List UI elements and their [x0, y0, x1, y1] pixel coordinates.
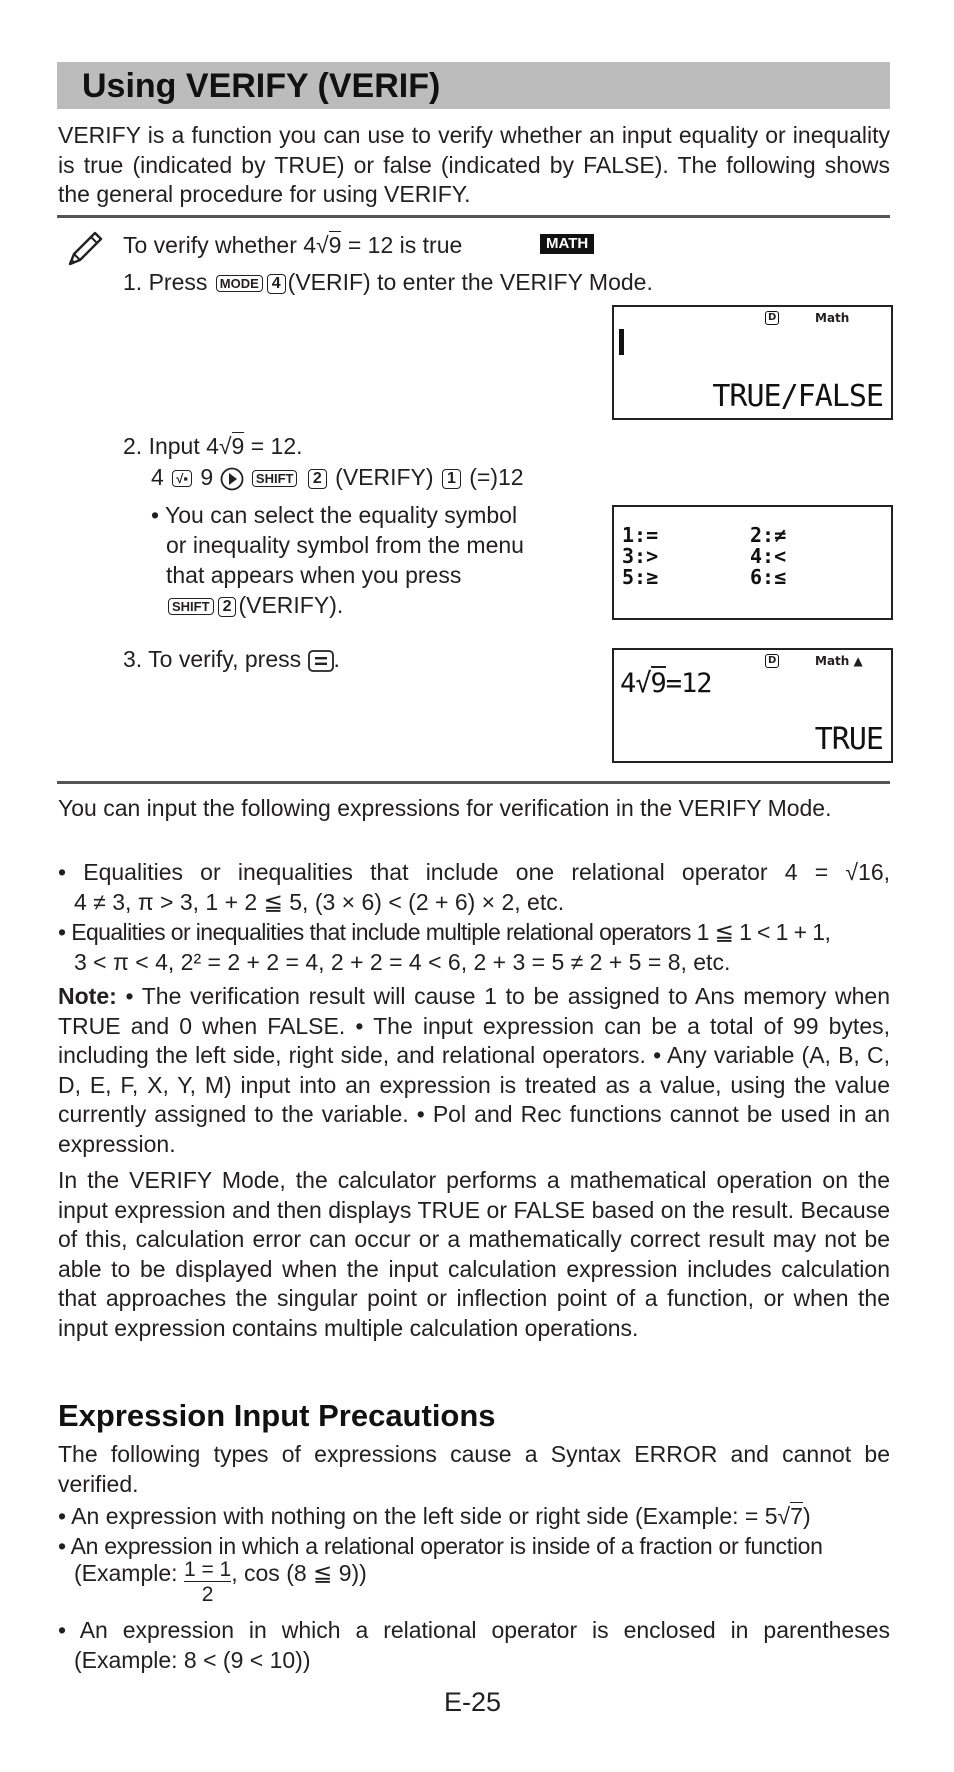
menu-item-greater-equal: 5:≥ [622, 565, 659, 589]
menu-item-less-equal: 6:≤ [750, 565, 787, 589]
precaution3-line2: (Example: 8 < (9 < 10)) [74, 1646, 311, 1673]
note-label: Note: [58, 983, 117, 1009]
step1-text-post: (VERIF) to enter the VERIFY Mode. [287, 269, 653, 295]
shift-key: SHIFT [168, 598, 214, 615]
math-scroll-indicator: Math ▲ [815, 654, 863, 668]
precaution-bullet-2-example [74, 1559, 367, 1608]
menu-row-2 [622, 546, 786, 567]
pencil-icon [64, 228, 106, 270]
example-heading [123, 231, 462, 260]
menu-item-greater: 3:> [622, 544, 659, 568]
step-2 [123, 432, 303, 461]
bullet-multiple-operators [58, 918, 890, 977]
seq-verify: (VERIFY) [335, 464, 434, 490]
example-heading-pre: To verify whether 4 [123, 232, 317, 258]
fraction-numerator: 1 = 1 [183, 1558, 232, 1581]
fraction [184, 1559, 231, 1608]
step2-note-line1: • You can select the equality symbol [151, 502, 518, 528]
verify-input-intro: You can input the following expressions for verification in the VERIFY Mode. [58, 795, 832, 821]
screen3-result: TRUE [814, 722, 883, 757]
sqrt-key: √▪ [172, 470, 192, 487]
page-number: E-25 [444, 1687, 502, 1717]
precaution1-radicand: 7 [790, 1503, 803, 1529]
key-2: 2 [218, 597, 237, 617]
bullet1-line1: • Equalities or inequalities that include one relational operator 4 = √16, [58, 859, 890, 885]
key-2: 2 [308, 469, 327, 489]
example-heading-radicand: 9 [328, 232, 342, 258]
step3-text-post: . [333, 646, 340, 672]
math-mode-badge [540, 234, 594, 254]
sqrt-sign: √ [777, 1503, 791, 1529]
bullet1-line2: 4 ≠ 3, π > 3, 1 + 2 ≦ 5, (3 × 6) < (2 + 6) × 2, etc. [74, 888, 565, 915]
right-arrow-key-icon [220, 467, 244, 491]
step2-note-line4 [151, 590, 524, 620]
note-paragraph [58, 982, 890, 1159]
calculator-screen-3 [612, 648, 893, 763]
degree-indicator: D [765, 654, 779, 668]
step2-text-post: = 12. [244, 433, 303, 459]
step2-radicand: 9 [231, 433, 245, 459]
bullet-single-operator [58, 858, 890, 917]
menu-item-equal: 1:= [622, 523, 659, 547]
example-bottom-rule [57, 781, 890, 784]
precaution1-post: ) [802, 1503, 811, 1529]
seq-eq-12: (=)12 [469, 464, 524, 490]
precaution-bullet-2: • An expression in which a relational operator is inside of a fraction or function [58, 1533, 823, 1559]
note-text: • The verification result will cause 1 to be assigned to Ans memory when TRUE and 0 when FALSE. • The input expression can be a total of 99 bytes, including the left side, right side, and relational operators. • Any variable (A, B, C, D, E, F, X, Y, M) input into an expression is treated as a value, using the value currently assigned to the variable. • Pol and Rec functions cannot be used in an expression. [58, 983, 890, 1157]
precaution-bullet-3 [58, 1616, 890, 1675]
precaution1-pre: • An expression with nothing on the left side or right side (Example: = 5 [58, 1503, 778, 1529]
key-4: 4 [267, 274, 286, 294]
step3-text-pre: 3. To verify, press [123, 646, 302, 672]
menu-row-3 [622, 567, 786, 588]
bullet2-line2: 3 < π < 4, 2² = 2 + 2 = 4, 2 + 2 = 4 < 6, 2 + 3 = 5 ≠ 2 + 5 = 8, etc. [74, 948, 731, 975]
math-badge-label: MATH [540, 234, 594, 254]
equals-key-icon [308, 650, 334, 672]
precaution2-example-post: , cos (8 ≦ 9)) [231, 1560, 367, 1586]
step-2-key-sequence [151, 463, 524, 492]
relational-menu [622, 525, 786, 588]
sqrt-sign: √ [218, 433, 232, 459]
verify-mode-paragraph: In the VERIFY Mode, the calculator performs a mathematical operation on the input expression and then displays TRUE or FALSE based on the result. Because of this, calculation error can occur or a mathematically correct result may not be able to be displayed when the input calculation expression includes calculation that approaches the singular point or inflection point of a function, or when the input expression contains multiple calculation operations. [58, 1167, 890, 1341]
menu-item-not-equal: 2:≠ [750, 523, 787, 547]
section-title: Using VERIFY (VERIF) [82, 67, 441, 105]
precaution-bullet-1 [58, 1502, 811, 1531]
example-heading-post: = 12 is true [341, 232, 463, 258]
precautions-intro: The following types of expressions cause a Syntax ERROR and cannot be verified. [58, 1441, 890, 1497]
expr-rhs: =12 [665, 668, 712, 699]
sqrt-sign: √ [316, 232, 329, 258]
seq-9: 9 [200, 464, 214, 490]
example-top-rule [57, 215, 890, 218]
degree-indicator: D [765, 311, 779, 325]
key-1: 1 [442, 469, 461, 489]
step1-text-pre: 1. Press [123, 269, 208, 295]
calculator-screen-1 [612, 305, 893, 420]
menu-item-less: 4:< [750, 544, 787, 568]
calculator-screen-2 [612, 505, 893, 620]
step2-note-post: (VERIFY). [238, 592, 344, 618]
precaution2-example-pre: (Example: [74, 1560, 184, 1586]
precautions-heading: Expression Input Precautions [58, 1398, 496, 1433]
screen3-expression [620, 668, 712, 699]
mode-key: MODE [216, 275, 263, 292]
step-2-note [151, 500, 524, 620]
expr-coef: 4 [620, 668, 636, 699]
math-indicator: Math [815, 311, 850, 325]
bullet2-line1: • Equalities or inequalities that include multiple relational operators 1 ≦ 1 < 1 + 1, [58, 919, 831, 945]
menu-row-1 [622, 525, 786, 546]
section-intro: VERIFY is a function you can use to verify whether an input equality or inequality is true (indicated by TRUE) or false (indicated by FALSE). The following shows the general procedure for using VERIFY. [58, 122, 890, 207]
step-3 [123, 645, 340, 674]
fraction-denominator: 2 [201, 1583, 214, 1606]
step-1 [123, 268, 653, 297]
cursor [619, 329, 624, 355]
expr-radicand: 9 [650, 668, 666, 699]
step2-note-line2: or inequality symbol from the menu [166, 532, 524, 558]
step2-note-line3: that appears when you press [166, 562, 462, 588]
precaution3-line1: • An expression in which a relational operator is enclosed in parentheses [58, 1617, 890, 1643]
seq-4: 4 [151, 464, 164, 490]
shift-key: SHIFT [252, 470, 298, 487]
screen1-result: TRUE/FALSE [712, 379, 883, 414]
step2-text-pre: 2. Input 4 [123, 433, 219, 459]
sqrt-sign: √ [635, 668, 651, 699]
